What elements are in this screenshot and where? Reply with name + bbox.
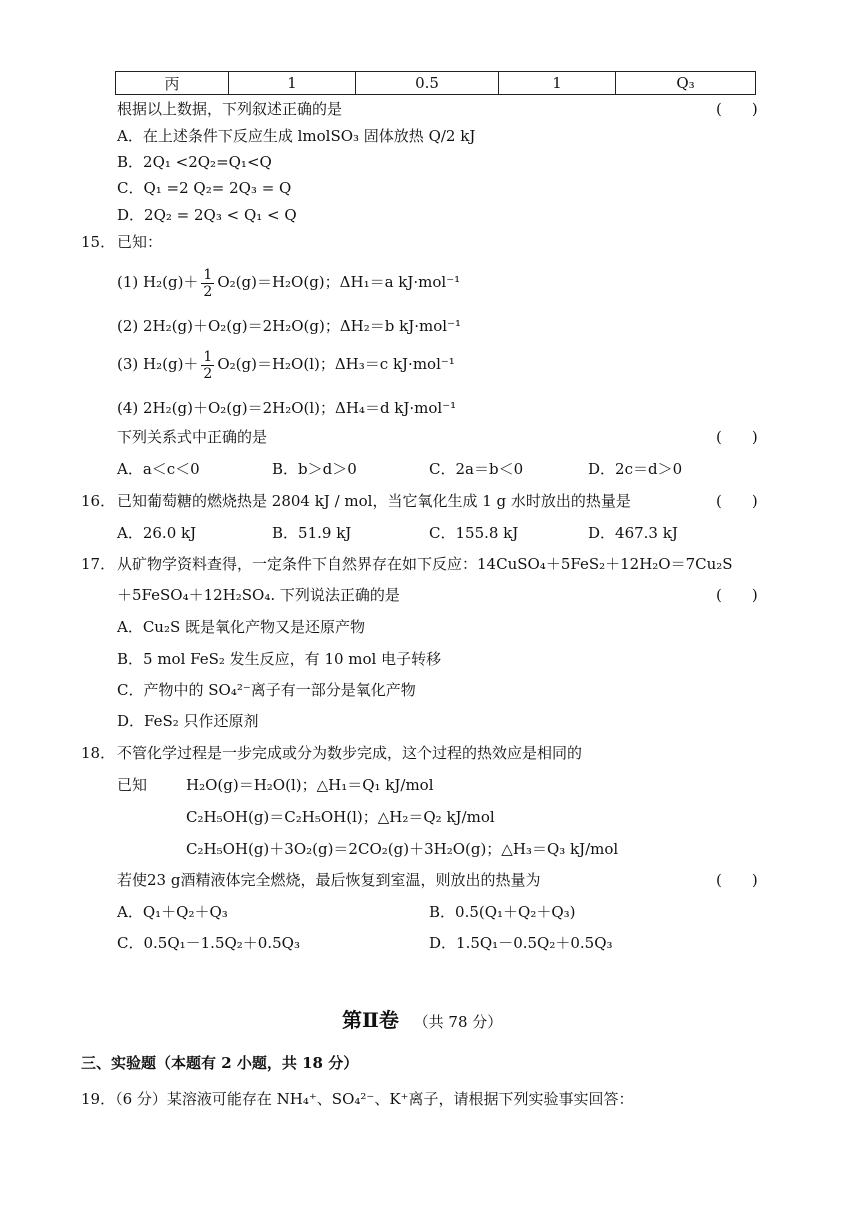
q18-answer-paren: ( ) <box>716 871 758 889</box>
q15-option-c: C．2a＝b＜0 <box>429 460 524 478</box>
data-table <box>115 71 756 95</box>
q16-option-c: C．155.8 kJ <box>429 524 519 542</box>
fraction-numerator: 1 <box>203 266 213 283</box>
q17-option-a: A．Cu₂S 既是氧化产物又是还原产物 <box>117 618 366 636</box>
q17-stem-line2: ＋5FeSO₄＋12H₂SO₄. 下列说法正确的是 <box>117 586 400 604</box>
fraction-one-half <box>201 349 214 382</box>
eq1-left: (1) H₂(g)＋ <box>117 273 199 291</box>
q15-number: 15． <box>81 233 116 251</box>
eq3-left: (3) H₂(g)＋ <box>117 355 199 373</box>
q15-answer-paren: ( ) <box>716 428 758 446</box>
q17-option-b: B．5 mol FeS₂ 发生反应，有 10 mol 电子转移 <box>117 650 442 668</box>
section-three-heading: 三、实验题（本题有 2 小题，共 18 分） <box>81 1054 359 1072</box>
q15-option-a: A．a＜c＜0 <box>117 460 200 478</box>
q18-number: 18． <box>81 744 116 762</box>
q16-number: 16． <box>81 492 116 510</box>
q14-answer-paren: ( ) <box>716 100 758 118</box>
fraction-one-half <box>201 267 214 300</box>
q16-option-a: A．26.0 kJ <box>117 524 197 542</box>
q17-answer-paren: ( ) <box>716 586 758 604</box>
q18-equation-1: H₂O(g)＝H₂O(l)；△H₁＝Q₁ kJ/mol <box>186 776 434 794</box>
q19-line: 19．（6 分）某溶液可能存在 NH₄⁺、SO₄²⁻、K⁺离子，请根据下列实验事实回答： <box>81 1090 634 1108</box>
part-two-title: 第Ⅱ卷 <box>342 1008 399 1032</box>
q16-option-d: D．467.3 kJ <box>588 524 678 542</box>
q18-equation-2: C₂H₅OH(g)＝C₂H₅OH(l)；△H₂＝Q₂ kJ/mol <box>186 808 495 826</box>
q14-stem: 根据以上数据，下列叙述正确的是 <box>117 100 343 118</box>
q16-option-b: B．51.9 kJ <box>272 524 352 542</box>
fraction-denominator: 2 <box>203 283 213 300</box>
part-two-heading <box>342 1006 502 1036</box>
q15-option-b: B．b＞d＞0 <box>272 460 357 478</box>
q18-option-d: D．1.5Q₁－0.5Q₂＋0.5Q₃ <box>429 934 613 952</box>
table-cell: 1 <box>499 72 616 95</box>
q17-option-d: D．FeS₂ 只作还原剂 <box>117 712 259 730</box>
q14-option-b: B．2Q₁ <2Q₂=Q₁<Q <box>117 153 272 171</box>
q14-option-a: A．在上述条件下反应生成 lmolSO₃ 固体放热 Q/2 kJ <box>117 127 476 145</box>
q18-given-label: 已知 <box>117 776 148 794</box>
eq1-right: O₂(g)＝H₂O(g)；ΔH₁＝a kJ·mol⁻¹ <box>217 273 461 291</box>
q15-option-d: D．2c＝d＞0 <box>588 460 683 478</box>
q15-equation-3 <box>117 346 455 382</box>
q18-stem: 不管化学过程是一步完成或分为数步完成，这个过程的热效应是相同的 <box>117 744 583 762</box>
q18-option-c: C．0.5Q₁－1.5Q₂＋0.5Q₃ <box>117 934 300 952</box>
eq3-right: O₂(g)＝H₂O(l)；ΔH₃＝c kJ·mol⁻¹ <box>217 355 455 373</box>
q15-equation-2: (2) 2H₂(g)＋O₂(g)＝2H₂O(g)；ΔH₂＝b kJ·mol⁻¹ <box>117 317 461 335</box>
q18-equation-3: C₂H₅OH(g)＋3O₂(g)＝2CO₂(g)＋3H₂O(g)；△H₃＝Q₃ kJ/mol <box>186 840 619 858</box>
fraction-denominator: 2 <box>203 365 213 382</box>
q16-answer-paren: ( ) <box>716 492 758 510</box>
q18-option-b: B．0.5(Q₁＋Q₂＋Q₃) <box>429 903 576 921</box>
q17-number: 17． <box>81 555 116 573</box>
q14-option-c: C．Q₁ =2 Q₂= 2Q₃ = Q <box>117 179 292 197</box>
table-row <box>116 72 756 95</box>
table-cell: 1 <box>229 72 356 95</box>
table-cell: 0.5 <box>356 72 499 95</box>
q15-equation-4: (4) 2H₂(g)＋O₂(g)＝2H₂O(l)；ΔH₄＝d kJ·mol⁻¹ <box>117 399 457 417</box>
table-cell: 丙 <box>116 72 229 95</box>
table-cell: Q₃ <box>616 72 756 95</box>
q17-stem-line1: 从矿物学资料查得，一定条件下自然界存在如下反应：14CuSO₄＋5FeS₂＋12H₂O＝7Cu₂S <box>117 555 733 573</box>
part-two-score-note: （共 78 分） <box>413 1013 503 1031</box>
q17-option-c: C．产物中的 SO₄²⁻离子有一部分是氧化产物 <box>117 681 416 699</box>
fraction-numerator: 1 <box>203 348 213 365</box>
q18-option-a: A．Q₁＋Q₂＋Q₃ <box>117 903 228 921</box>
q15-ask: 下列关系式中正确的是 <box>117 428 268 446</box>
q15-equation-1 <box>117 264 460 300</box>
q18-ask: 若使23 g酒精液体完全燃烧，最后恢复到室温，则放出的热量为 <box>117 871 541 889</box>
q14-option-d: D．2Q₂ = 2Q₃ < Q₁ < Q <box>117 206 297 224</box>
q16-stem: 已知葡萄糖的燃烧热是 2804 kJ / mol，当它氧化生成 1 g 水时放出的热量是 <box>117 492 631 510</box>
q15-stem: 已知： <box>117 233 163 251</box>
